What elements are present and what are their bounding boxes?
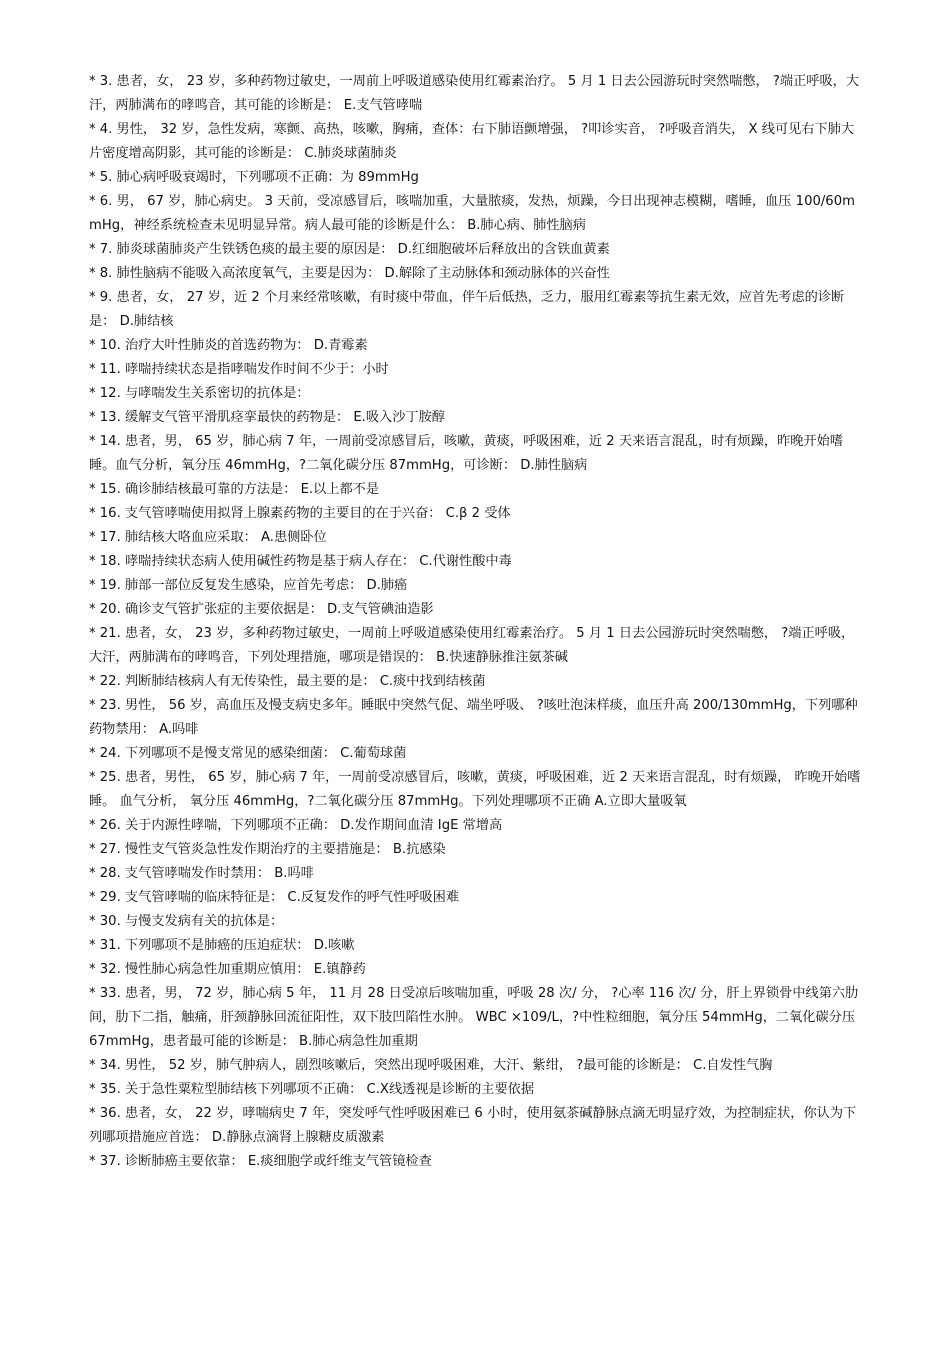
question-item: * 18. 哮喘持续状态病人使用碱性药物是基于病人存在： C.代谢性酸中毒 xyxy=(89,554,512,569)
question-item: * 4. 男性， 32 岁，急性发病，寒颤、高热，咳嗽，胸痛，查体：右下肺语颤增强， ?叩诊实音， ?呼吸音消失， X 线可见右下肺大片密度增高阴影，其可能的诊断是： C.肺炎球菌肺炎 xyxy=(89,122,855,161)
question-item: * 17. 肺结核大咯血应采取： A.患侧卧位 xyxy=(89,530,327,545)
question-item: * 12. 与哮喘发生关系密切的抗体是： xyxy=(89,386,310,401)
question-item: * 27. 慢性支气管炎急性发作期治疗的主要措施是： B.抗感染 xyxy=(89,842,446,857)
question-item: * 37. 诊断肺癌主要依靠： E.痰细胞学或纤维支气管镜检查 xyxy=(89,1154,432,1169)
question-item: * 14. 患者，男， 65 岁，肺心病 7 年，一周前受凉感冒后，咳嗽，黄痰，呼吸困难，近 2 天来语言混乱，时有烦躁，昨晚开始嗜睡。血气分析，氧分压 46mmHg，?二氧化碳分压 87mmHg，可诊断： D.肺性脑病 xyxy=(89,434,844,473)
question-item: * 22. 判断肺结核病人有无传染性，最主要的是： C.痰中找到结核菌 xyxy=(89,674,486,689)
question-list xyxy=(89,70,864,1174)
question-item: * 9. 患者，女， 27 岁，近 2 个月来经常咳嗽，有时痰中带血，伴午后低热，乏力，服用红霉素等抗生素无效，应首先考虑的诊断是： D.肺结核 xyxy=(89,290,845,329)
question-item: * 21. 患者，女， 23 岁，多种药物过敏史，一周前上呼吸道感染使用红霉素治疗。 5 月 1 日去公园游玩时突然喘憋， ?端正呼吸，大汗，两肺满布的哮鸣音，下列处理措施，哪项是错误的： B.快速静脉推注氨茶碱 xyxy=(89,626,855,665)
question-item: * 33. 患者，男， 72 岁，肺心病 5 年， 11 月 28 日受凉后咳喘加重，呼吸 28 次/ 分， ?心率 116 次/ 分，肝上界锁骨中线第六肋间，肋下二指，触痛，肝颈静脉回流征阳性，双下肢凹陷性水肿。 WBC ×109/L，?中性粒细胞，氧分压 54mmHg，二氧化碳分压 67mmHg，患者最可能的诊断是： B.肺心病急性加重期 xyxy=(89,986,859,1049)
question-item: * 3. 患者，女， 23 岁，多种药物过敏史，一周前上呼吸道感染使用红霉素治疗。 5 月 1 日去公园游玩时突然喘憋， ?端正呼吸，大汗，两肺满布的哮鸣音，其可能的诊断是： E.支气管哮喘 xyxy=(89,74,860,113)
question-item: * 35. 关于急性粟粒型肺结核下列哪项不正确： C.X线透视是诊断的主要依据 xyxy=(89,1082,535,1097)
question-item: * 19. 肺部一部位反复发生感染，应首先考虑： D.肺癌 xyxy=(89,578,408,593)
question-item: * 32. 慢性肺心病急性加重期应慎用： E.镇静药 xyxy=(89,962,366,977)
question-item: * 36. 患者，女， 22 岁，哮喘病史 7 年，突发呼气性呼吸困难已 6 小时，使用氨茶碱静脉点滴无明显疗效，为控制症状，你认为下列哪项措施应首选： D.静脉点滴肾上腺糖皮质激素 xyxy=(89,1106,857,1145)
question-item: * 23. 男性， 56 岁，高血压及慢支病史多年。睡眠中突然气促、端坐呼吸、 ?咳吐泡沫样痰，血压升高 200/130mmHg，下列哪种药物禁用： A.吗啡 xyxy=(89,698,858,737)
question-item: * 8. 肺性脑病不能吸入高浓度氧气，主要是因为： D.解除了主动脉体和颈动脉体的兴奋性 xyxy=(89,266,610,281)
question-item: * 25. 患者，男性， 65 岁，肺心病 7 年，一周前受凉感冒后，咳嗽，黄痰，呼吸困难，近 2 天来语言混乱，时有烦躁， 昨晚开始嗜睡。 血气分析， 氧分压 46mmHg，?二氧化碳分压 87mmHg。下列处理哪项不正确 A.立即大量吸氧 xyxy=(89,770,861,809)
question-item: * 15. 确诊肺结核最可靠的方法是： E.以上都不是 xyxy=(89,482,380,497)
question-item: * 13. 缓解支气管平滑肌痉挛最快的药物是： E.吸入沙丁胺醇 xyxy=(89,410,445,425)
question-item: * 10. 治疗大叶性肺炎的首选药物为： D.青霉素 xyxy=(89,338,368,353)
question-item: * 7. 肺炎球菌肺炎产生铁锈色痰的最主要的原因是： D.红细胞破坏后释放出的含铁血黄素 xyxy=(89,242,610,257)
question-item: * 24. 下列哪项不是慢支常见的感染细菌： C.葡萄球菌 xyxy=(89,746,407,761)
question-item: * 6. 男， 67 岁，肺心病史。 3 天前，受凉感冒后，咳喘加重，大量脓痰，发热，烦躁，今日出现神志模糊，嗜睡，血压 100/60mmHg，神经系统检查未见明显异常。病人最可能的诊断是什么： B.肺心病、肺性脑病 xyxy=(89,194,855,233)
question-item: * 28. 支气管哮喘发作时禁用： B.吗啡 xyxy=(89,866,314,881)
question-item: * 26. 关于内源性哮喘，下列哪项不正确： D.发作期间血清 IgE 常增高 xyxy=(89,818,503,833)
question-item: * 29. 支气管哮喘的临床特征是： C.反复发作的呼气性呼吸困难 xyxy=(89,890,460,905)
question-item: * 5. 肺心病呼吸衰竭时，下列哪项不正确：为 89mmHg xyxy=(89,170,419,185)
question-item: * 16. 支气管哮喘使用拟肾上腺素药物的主要目的在于兴奋： C.β 2 受体 xyxy=(89,506,511,521)
question-item: * 20. 确诊支气管扩张症的主要依据是： D.支气管碘油造影 xyxy=(89,602,434,617)
question-item: * 30. 与慢支发病有关的抗体是： xyxy=(89,914,284,929)
question-item: * 11. 哮喘持续状态是指哮喘发作时间不少于：小时 xyxy=(89,362,389,377)
question-item: * 34. 男性， 52 岁，肺气肿病人，剧烈咳嗽后，突然出现呼吸困难，大汗、紫绀， ?最可能的诊断是： C.自发性气胸 xyxy=(89,1058,773,1073)
question-item: * 31. 下列哪项不是肺癌的压迫症状： D.咳嗽 xyxy=(89,938,355,953)
